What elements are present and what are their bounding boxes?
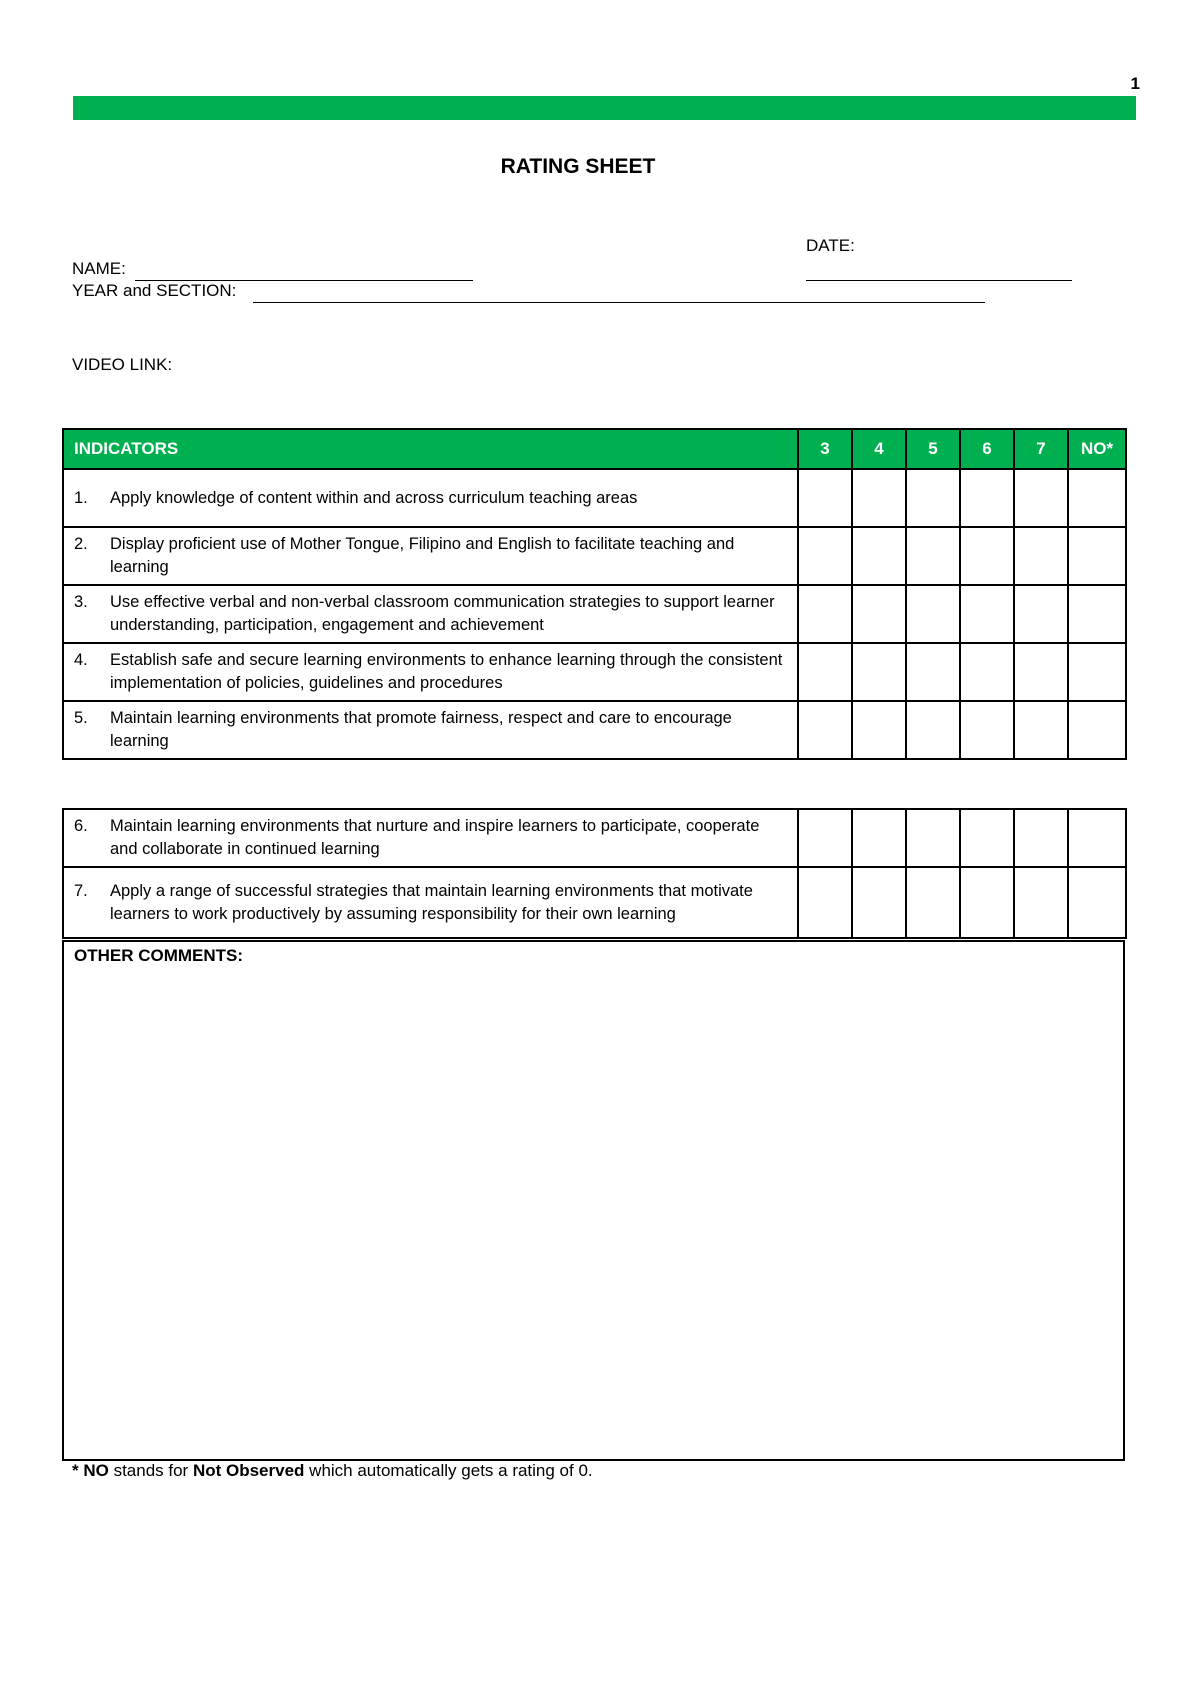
- rating-cell[interactable]: [960, 585, 1014, 643]
- rating-cell[interactable]: [906, 585, 960, 643]
- rating-cell[interactable]: [798, 585, 852, 643]
- footnote-no: NO: [83, 1461, 109, 1480]
- table-row: [63, 527, 1126, 585]
- score-header-4: 4: [852, 429, 906, 469]
- footnote-text-1: stands for: [108, 1461, 193, 1480]
- indicator-text: Establish safe and secure learning environments to enhance learning through the consistent implementation of policies, guidelines and procedures: [110, 651, 783, 692]
- date-field[interactable]: [806, 280, 1072, 281]
- rating-cell[interactable]: [1014, 643, 1068, 701]
- rating-cell[interactable]: [1014, 469, 1068, 527]
- rating-cell[interactable]: [960, 643, 1014, 701]
- rating-cell[interactable]: [798, 701, 852, 759]
- rating-cell[interactable]: [1068, 585, 1126, 643]
- indicator-number: 4.: [74, 651, 88, 669]
- table-row: [63, 867, 1126, 938]
- score-header-6: 6: [960, 429, 1014, 469]
- rating-cell[interactable]: [852, 585, 906, 643]
- rating-cell[interactable]: [1068, 643, 1126, 701]
- rating-cell[interactable]: [906, 701, 960, 759]
- year-section-label: YEAR and SECTION:: [72, 281, 237, 300]
- rating-cell[interactable]: [1014, 867, 1068, 938]
- indicator-text: Use effective verbal and non-verbal classroom communication strategies to support learner understanding, participation, engagement and achievement: [110, 593, 775, 634]
- year-section-field[interactable]: [253, 302, 985, 303]
- rating-cell[interactable]: [1068, 809, 1126, 867]
- rating-cell[interactable]: [852, 527, 906, 585]
- indicator-text: Display proficient use of Mother Tongue, Filipino and English to facilitate teaching and learning: [110, 535, 735, 576]
- name-label: NAME:: [72, 259, 126, 278]
- score-header-5: 5: [906, 429, 960, 469]
- rating-cell[interactable]: [906, 809, 960, 867]
- date-label: DATE:: [806, 236, 855, 255]
- rating-cell[interactable]: [1068, 469, 1126, 527]
- video-link-label: VIDEO LINK:: [72, 355, 173, 374]
- footnote-asterisk: *: [72, 1461, 84, 1480]
- indicators-table-continued: [62, 808, 1127, 939]
- indicator-text: Maintain learning environments that promote fairness, respect and care to encourage learning: [110, 709, 732, 750]
- rating-cell[interactable]: [852, 867, 906, 938]
- rating-cell[interactable]: [960, 469, 1014, 527]
- indicator-number: 5.: [74, 709, 88, 727]
- rating-cell[interactable]: [798, 469, 852, 527]
- rating-cell[interactable]: [798, 527, 852, 585]
- indicator-text: Apply a range of successful strategies that maintain learning environments that motivate learners to work productively by assuming responsibility for their own learning: [110, 881, 753, 923]
- table-row: [63, 469, 1126, 527]
- score-header-7: 7: [1014, 429, 1068, 469]
- page-number: 1: [1130, 74, 1140, 93]
- indicator-number: 1.: [74, 488, 88, 507]
- rating-cell[interactable]: [906, 527, 960, 585]
- indicators-header: INDICATORS: [63, 429, 798, 469]
- other-comments-label: OTHER COMMENTS:: [74, 946, 244, 965]
- rating-cell[interactable]: [960, 527, 1014, 585]
- page-title: RATING SHEET: [500, 155, 656, 178]
- rating-cell[interactable]: [906, 643, 960, 701]
- rating-cell[interactable]: [906, 867, 960, 938]
- header-accent-bar: [73, 96, 1136, 120]
- footnote-text-2: which automatically gets a rating of 0.: [304, 1461, 593, 1480]
- footnote-not-observed: Not Observed: [192, 1461, 305, 1480]
- rating-cell[interactable]: [852, 701, 906, 759]
- indicator-number: 7.: [74, 881, 88, 900]
- rating-cell[interactable]: [1014, 809, 1068, 867]
- indicator-text: Maintain learning environments that nurture and inspire learners to participate, cooperate and collaborate in continued learning: [110, 817, 760, 858]
- rating-cell[interactable]: [1014, 701, 1068, 759]
- rating-cell[interactable]: [798, 643, 852, 701]
- indicator-number: 6.: [74, 817, 88, 835]
- footnote: [72, 1461, 593, 1481]
- rating-cell[interactable]: [1068, 867, 1126, 938]
- rating-cell[interactable]: [852, 469, 906, 527]
- rating-cell[interactable]: [852, 809, 906, 867]
- score-header-no: NO*: [1068, 429, 1126, 469]
- rating-cell[interactable]: [1068, 701, 1126, 759]
- rating-cell[interactable]: [1068, 527, 1126, 585]
- rating-cell[interactable]: [1014, 527, 1068, 585]
- rating-cell[interactable]: [798, 867, 852, 938]
- table-row: [63, 701, 1126, 759]
- rating-cell[interactable]: [1014, 585, 1068, 643]
- rating-cell[interactable]: [906, 469, 960, 527]
- table-header-row: [63, 429, 1126, 469]
- rating-cell[interactable]: [960, 867, 1014, 938]
- score-header-3: 3: [798, 429, 852, 469]
- indicators-table: [62, 428, 1127, 760]
- table-row: [63, 809, 1126, 867]
- rating-cell[interactable]: [960, 809, 1014, 867]
- table-row: [63, 585, 1126, 643]
- rating-cell[interactable]: [960, 701, 1014, 759]
- other-comments-box[interactable]: [62, 940, 1125, 1461]
- rating-cell[interactable]: [798, 809, 852, 867]
- indicator-text: Apply knowledge of content within and across curriculum teaching areas: [110, 488, 638, 507]
- indicator-number: 2.: [74, 535, 88, 553]
- rating-cell[interactable]: [852, 643, 906, 701]
- indicator-number: 3.: [74, 593, 88, 611]
- table-row: [63, 643, 1126, 701]
